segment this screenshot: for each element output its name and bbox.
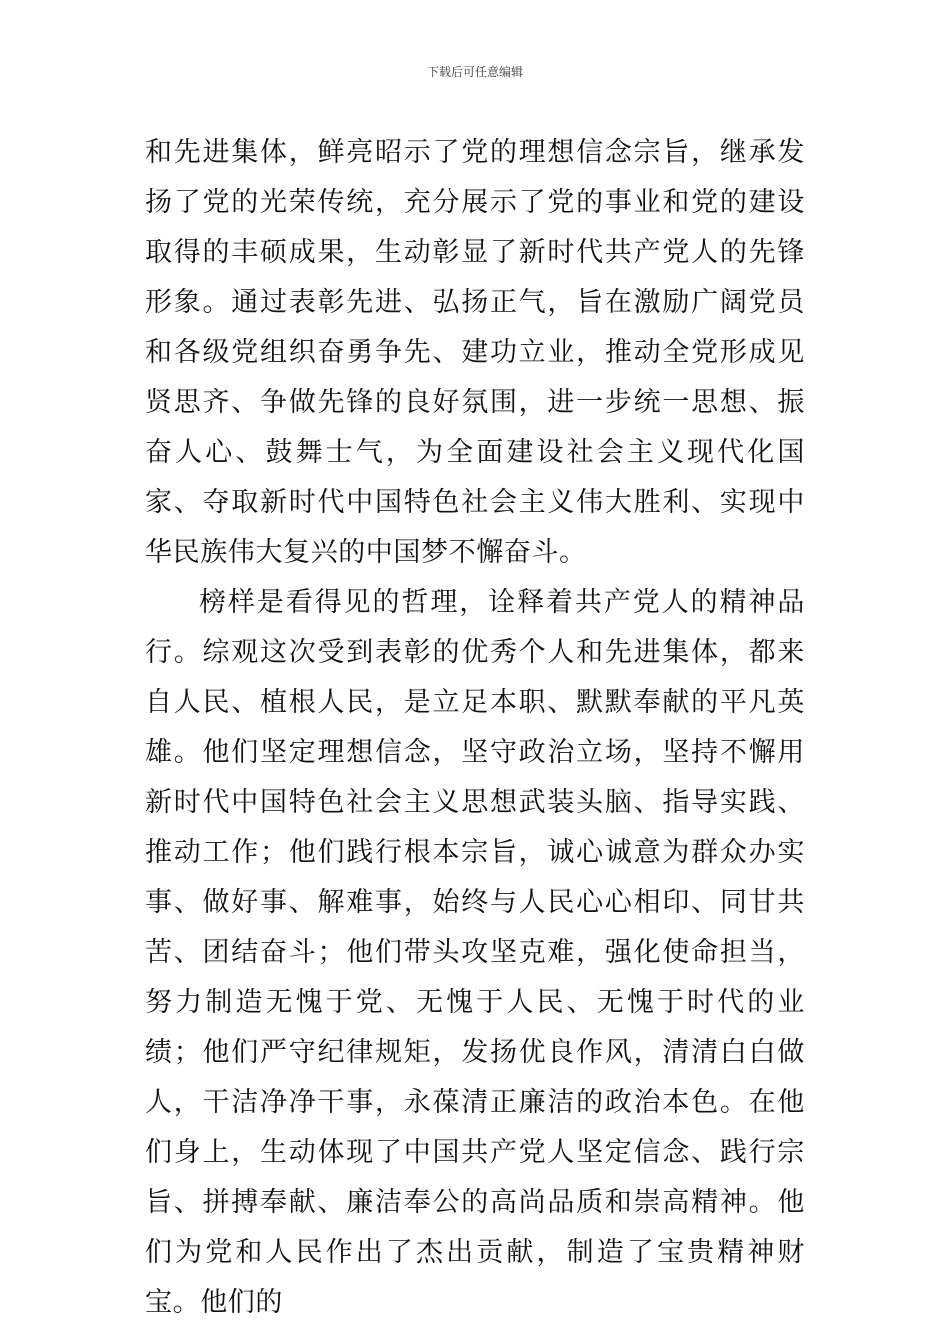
body-paragraph-2: 榜样是看得见的哲理，诠释着共产党人的精神品行。综观这次受到表彰的优秀个人和先进集体，都来自人民、植根人民，是立足本职、默默奉献的平凡英雄。他们坚定理想信念，坚守政治立场，坚持不懈用新时代中国特色社会主义思想武装头脑、指导实践、推动工作；他们践行根本宗旨，诚心诚意为群众办实事、做好事、解难事，始终与人民心心相印、同甘共苦、团结奋斗；他们带头攻坚克难，强化使命担当，努力制造无愧于党、无愧于人民、无愧于时代的业绩；他们严守纪律规矩，发扬优良作风，清清白白做人，干洁净净干事，永葆清正廉洁的政治本色。在他们身上，生动体现了中国共产党人坚定信念、践行宗旨、拼搏奉献、廉洁奉公的高尚品质和崇高精神。他们为党和人民作出了杰出贡献，制造了宝贵精神财宝。他们的	[145, 587, 805, 1318]
body-paragraph-1: 和先进集体，鲜亮昭示了党的理想信念宗旨，继承发扬了党的光荣传统，充分展示了党的事业和党的建设取得的丰硕成果，生动彰显了新时代共产党人的先锋形象。通过表彰先进、弘扬正气，旨在激励广阔党员和各级党组织奋勇争先、建功立业，推动全党形成见贤思齐、争做先锋的良好氛围，进一步统一思想、振奋人心、鼓舞士气，为全面建设社会主义现代化国家、夺取新时代中国特色社会主义伟大胜利、实现中华民族伟大复兴的中国梦不懈奋斗。	[145, 137, 805, 568]
header-note: 下载后可任意编辑	[426, 65, 523, 79]
